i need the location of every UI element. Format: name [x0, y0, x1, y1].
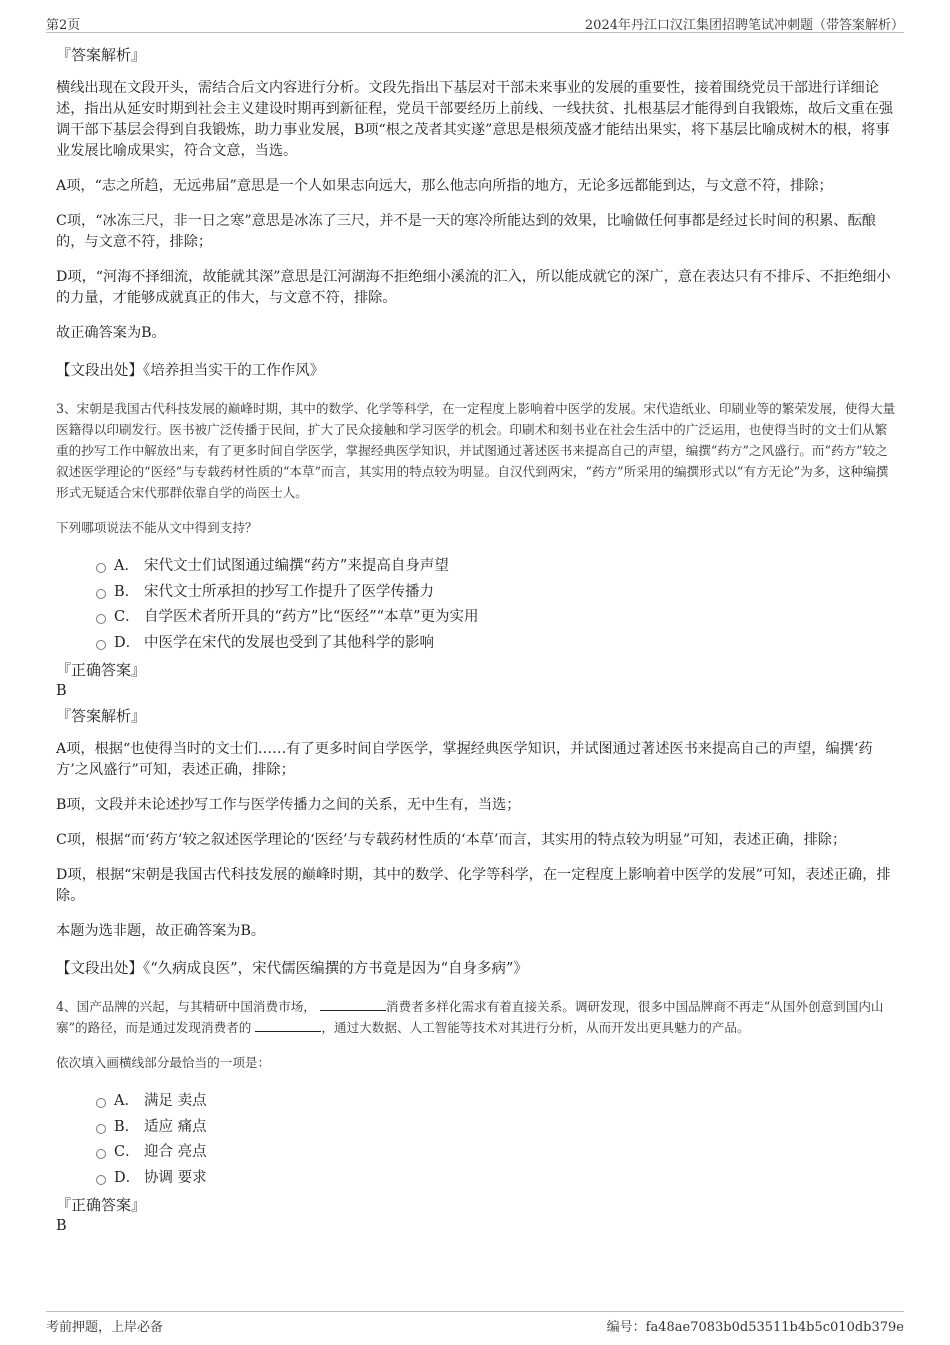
option-text: 中医学在宋代的发展也受到了其他科学的影响	[144, 634, 434, 651]
radio-icon[interactable]	[96, 614, 106, 624]
analysis-conclusion: 故正确答案为B。	[56, 325, 166, 341]
page-header	[46, 10, 904, 33]
question-3-prompt: 下列哪项说法不能从文中得到支持？	[56, 520, 258, 535]
analysis-option-b: B项，文段并未论述抄写工作与医学传播力之间的关系，无中生有，当选；	[56, 797, 521, 813]
document-body	[56, 44, 896, 1236]
radio-icon[interactable]	[96, 1124, 106, 1134]
fill-blank-1	[320, 998, 386, 1011]
analysis-heading: 『答案解析』	[56, 707, 147, 725]
footer-slogan: 考前押题，上岸必备	[46, 1320, 164, 1335]
document-code: 编号：fa48ae7083b0d53511b4b5c010db379e	[606, 1320, 904, 1335]
passage-source: 【文段出处】《“久病成良医”，宋代儒医编撰的方书竟是因为“自身多病”》	[56, 961, 528, 977]
option-b[interactable]: B． 适应 痛点	[56, 1115, 896, 1141]
option-a[interactable]: A． 宋代文士们试图通过编撰“药方”来提高自身声望	[56, 554, 896, 580]
option-text: 满足 卖点	[144, 1093, 207, 1109]
option-text: 协调 要求	[144, 1169, 207, 1186]
option-c[interactable]: C． 迎合 亮点	[56, 1140, 896, 1166]
analysis-option-d: D项，根据“宋朝是我国古代科技发展的巅峰时期，其中的数学、化学等科学，在一定程度上影响着中医学的发展”可知，表述正确，排除。	[56, 867, 891, 904]
analysis-option-a: A项，根据“也使得当时的文士们……有了更多时间自学医学，掌握经典医学知识，并试图通过著述医书来提高自己的声望，编撰‘药方’之风盛行”可知，表述正确，排除；	[56, 741, 873, 778]
analysis-heading: 『答案解析』	[56, 46, 147, 64]
radio-icon[interactable]	[96, 640, 106, 650]
question-3-options	[56, 554, 896, 656]
option-text: 迎合 亮点	[144, 1144, 207, 1160]
correct-answer-heading: 『正确答案』	[56, 1196, 147, 1214]
correct-answer: B	[56, 1218, 67, 1234]
radio-icon[interactable]	[96, 589, 106, 599]
correct-answer-heading: 『正确答案』	[56, 661, 147, 679]
analysis-option-d: D项，“河海不择细流，故能就其深”意思是江河湖海不拒绝细小溪流的汇入，所以能成就它的深广，意在表达只有不排斥、不拒绝细小的力量，才能够成就真正的伟大，与文意不符，排除。	[56, 269, 891, 306]
document-title: 2024年丹江口汉江集团招聘笔试冲刺题（带答案解析）	[584, 18, 904, 33]
passage-source: 【文段出处】《培养担当实干的工作作风》	[56, 363, 325, 379]
analysis-conclusion: 本题为选非题，故正确答案为B。	[56, 923, 266, 939]
analysis-option-a: A项，“志之所趋，无远弗届”意思是一个人如果志向远大，那么他志向所指的地方，无论多远都能到达，与文意不符，排除；	[56, 178, 833, 194]
radio-icon[interactable]	[96, 1149, 106, 1159]
option-text: 宋代文士所承担的抄写工作提升了医学传播力	[144, 583, 434, 600]
option-text: 适应 痛点	[144, 1118, 207, 1135]
question-4-options	[56, 1089, 896, 1191]
option-b[interactable]: B． 宋代文士所承担的抄写工作提升了医学传播力	[56, 580, 896, 606]
option-a[interactable]: A． 满足 卖点	[56, 1089, 896, 1115]
analysis-option-c: C项，根据“而‘药方’较之叙述医学理论的‘医经’与专载药材性质的‘本草’而言，其实用的特点较为明显”可知，表述正确，排除；	[56, 832, 847, 848]
radio-icon[interactable]	[96, 563, 106, 573]
correct-answer: B	[56, 683, 67, 699]
option-text: 宋代文士们试图通过编撰“药方”来提高自身声望	[144, 558, 449, 574]
analysis-intro: 横线出现在文段开头，需结合后文内容进行分析。文段先指出下基层对干部未来事业的发展的重要性，接着围绕党员干部进行详细论述，指出从延安时期到社会主义建设时期再到新征程，党员干部要经历上前线、一线扶贫、扎根基层才能得到自我锻炼，故后文重在强调干部下基层会得到自我锻炼，助力事业发展，B项“根之茂者其实遂”意思是根须茂盛才能结出果实，将下基层比喻成树木的根，将事业发展比喻成果实，符合文意，当选。	[56, 80, 894, 159]
option-d[interactable]: D． 协调 要求	[56, 1166, 896, 1192]
option-text: 自学医术者所开具的“药方”比“医经”“本草”更为实用	[144, 609, 479, 625]
question-4-prompt: 依次填入画横线部分最恰当的一项是：	[56, 1055, 271, 1070]
analysis-option-c: C项，“冰冻三尺，非一日之寒”意思是冰冻了三尺，并不是一天的寒冷所能达到的效果，比喻做任何事都是经过长时间的积累、酝酿的，与文意不符，排除；	[56, 213, 876, 250]
option-d[interactable]: D． 中医学在宋代的发展也受到了其他科学的影响	[56, 631, 896, 657]
page-footer	[46, 1311, 904, 1338]
question-3-passage: 3、宋朝是我国古代科技发展的巅峰时期，其中的数学、化学等科学，在一定程度上影响着中医学的发展。宋代造纸业、印刷业等的繁荣发展，使得大量医籍得以印刷发行。医书被广泛传播于民间，扩大了民众接触和学习医学的机会。印刷术和刻书业在社会生活中的广泛运用，也使得当时的文士们从繁重的抄写工作中解放出来，有了更多时间自学医学，掌握经典医学知识，并试图通过著述医书来提高自己的声望，编撰“药方”之风盛行。而“药方”较之叙述医学理论的“医经”与专载药材性质的“本草”而言，其实用的特点较为明显。自汉代到两宋，“药方”所采用的编撰形式以“有方无论”为多，这种编撰形式无疑适合宋代那群依靠自学的尚医士人。	[56, 401, 896, 500]
option-c[interactable]: C． 自学医术者所开具的“药方”比“医经”“本草”更为实用	[56, 605, 896, 631]
fill-blank-2	[255, 1019, 321, 1032]
radio-icon[interactable]	[96, 1175, 106, 1185]
radio-icon[interactable]	[96, 1098, 106, 1108]
page-number: 第2页	[46, 18, 81, 33]
question-4-passage: 4、国产品牌的兴起，与其精研中国消费市场， 消费者多样化需求有着直接关系。调研发现，很多中国品牌商不再走“从国外创意到国内山寨”的路径，而是通过发现消费者的 ，通过大数据、人工智能等技术对其进行分析，从而开发出更具魅力的产品。	[56, 999, 884, 1035]
